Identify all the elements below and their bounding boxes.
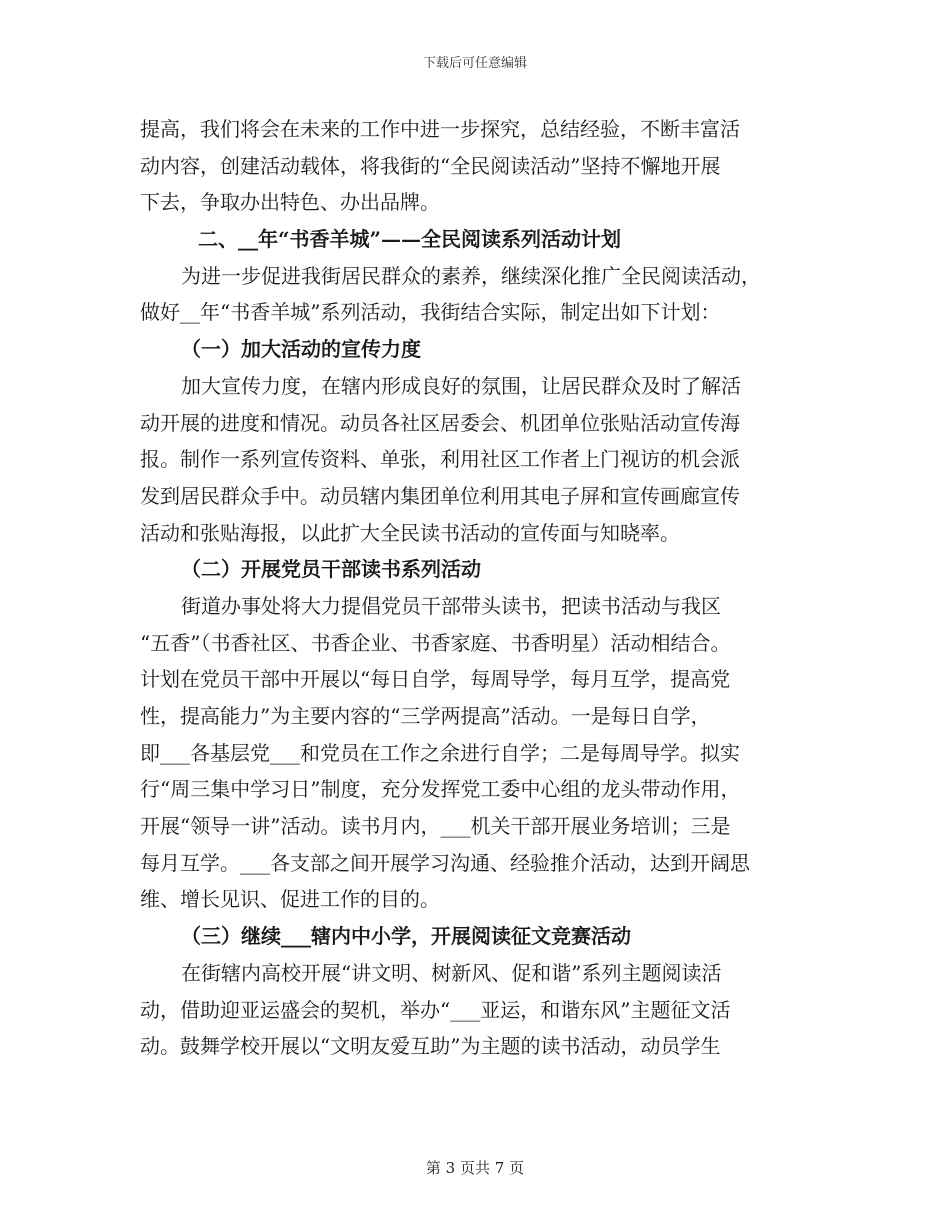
text-line: 加大宣传力度，在辖内形成良好的氛围，让居民群众及时了解活	[181, 373, 741, 398]
page-header: 下载后可任意编辑	[422, 56, 527, 71]
subsection-heading: （三）继续___辖内中小学，开展阅读征文竞赛活动	[181, 924, 631, 949]
text-line: 街道办事处将大力提倡党员干部带头读书，把读书活动与我区	[181, 593, 721, 618]
text-line: 性，提高能力”为主要内容的“三学两提高”活动。一是每日自学，	[140, 704, 711, 728]
subsection-heading: （一）加大活动的宣传力度	[181, 337, 421, 362]
section-heading: 二、__年“书香羊城”——全民阅读系列活动计划	[198, 227, 622, 252]
text-line: 动内容，创建活动载体，将我街的“全民阅读活动”坚持不懈地开展	[140, 153, 721, 178]
document-body	[140, 111, 808, 1065]
text-line: 做好__年“书香羊城”系列活动，我街结合实际，制定出如下计划：	[140, 300, 721, 325]
text-line: 活动和张贴海报，以此扩大全民读书活动的宣传面与知晓率。	[140, 520, 680, 545]
page-footer: 第 3 页共 7 页	[425, 1159, 525, 1177]
text-line: 开展“领导一讲”活动。读书月内，___机关干部开展业务培训；三是	[140, 814, 731, 839]
text-line: 动，借助迎亚运盛会的契机，举办“___亚运，和谐东风”主题征文活	[140, 997, 731, 1022]
text-line: 发到居民群众手中。动员辖内集团单位利用其电子屏和宣传画廊宣传	[140, 483, 740, 508]
text-line: 计划在党员干部中开展以“每日自学，每周导学，每月互学，提高党	[140, 667, 731, 692]
text-line: 动。鼓舞学校开展以“文明友爱互助”为主题的读书活动，动员学生	[140, 1034, 721, 1059]
text-line: “五香”（书香社区、书香企业、书香家庭、书香明星）活动相结合。	[140, 630, 731, 655]
text-line: 报。制作一系列宣传资料、单张，利用社区工作者上门视访的机会派	[140, 447, 740, 472]
subsection-heading: （二）开展党员干部读书系列活动	[181, 557, 481, 582]
text-line: 行“周三集中学习日”制度，充分发挥党工委中心组的龙头带动作用，	[140, 777, 741, 802]
text-line: 动开展的进度和情况。动员各社区居委会、机团单位张贴活动宣传海	[140, 410, 740, 435]
text-line: 每月互学。___各支部之间开展学习沟通、经验推介活动，达到开阔思	[140, 850, 750, 875]
text-line: 在街辖内高校开展“讲文明、树新风、促和谐”系列主题阅读活	[181, 960, 722, 985]
text-line: 下去，争取办出特色、办出品牌。	[140, 190, 440, 215]
text-line: 提高，我们将会在未来的工作中进一步探究，总结经验，不断丰富活	[140, 117, 740, 141]
text-line: 维、增长见识、促进工作的目的。	[140, 887, 440, 912]
text-line: 即___各基层党___和党员在工作之余进行自学；二是每周导学。拟实	[140, 740, 740, 765]
text-line: 为进一步促进我街居民群众的素养，继续深化推广全民阅读活动，	[181, 263, 761, 288]
